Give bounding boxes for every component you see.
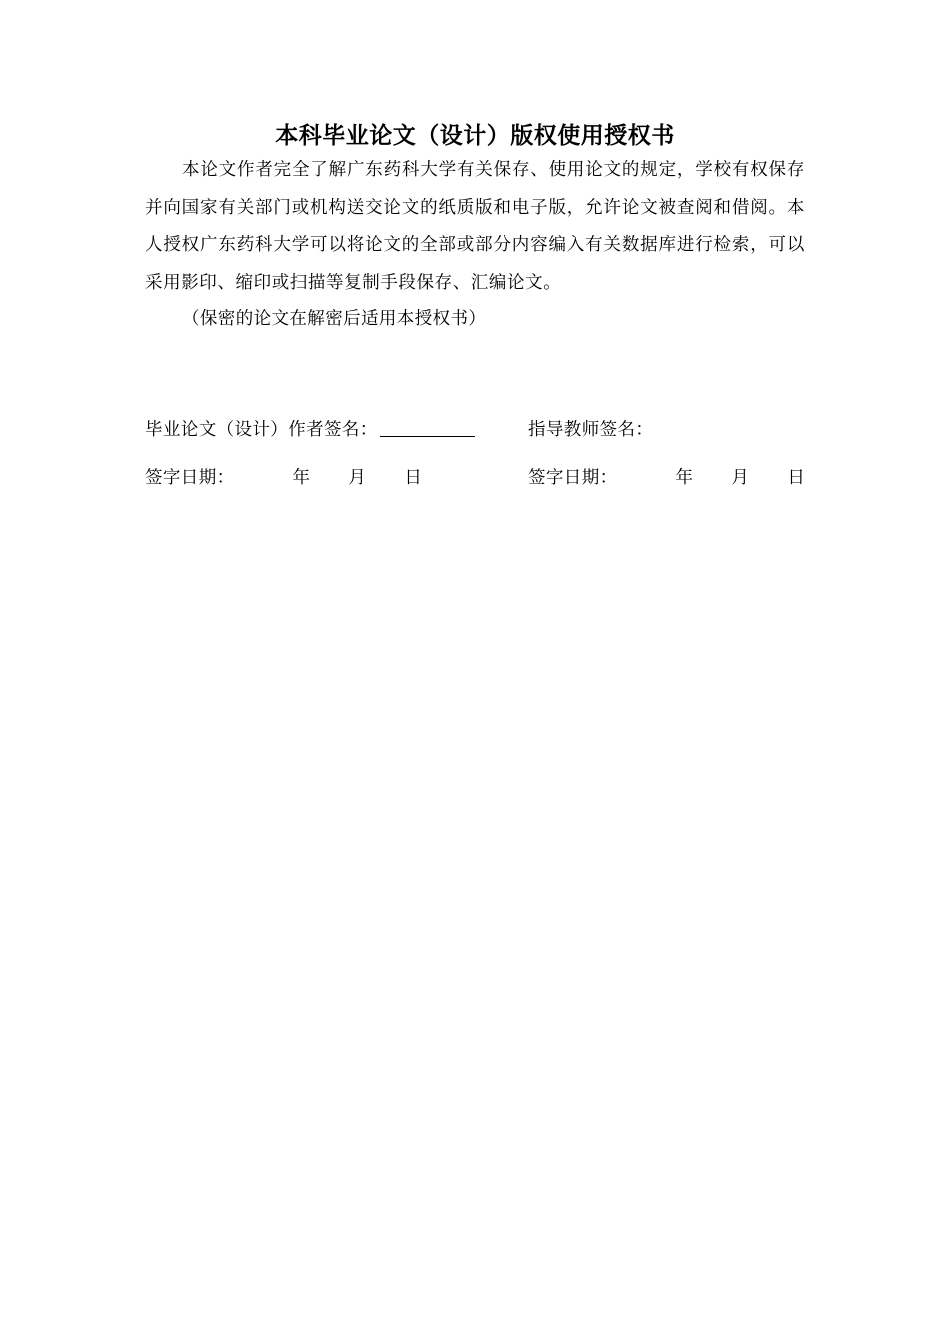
advisor-date-day: 日: [787, 468, 806, 488]
author-date-row: [145, 463, 422, 493]
author-date-month: 月: [348, 468, 367, 488]
author-signature-line[interactable]: [380, 416, 475, 437]
author-signature-label: 毕业论文（设计）作者签名：: [145, 420, 378, 440]
author-date-year: 年: [292, 468, 311, 488]
author-date-day: 日: [404, 468, 423, 488]
authorization-paragraph: 本论文作者完全了解广东药科大学有关保存、使用论文的规定，学校有权保存并向国家有关部门或机构送交论文的纸质版和电子版，允许论文被查阅和借阅。本人授权广东药科大学可以将论文的全部或部分内容编入有关数据库进行检索，可以采用影印、缩印或扫描等复制手段保存、汇编论文。: [145, 160, 805, 293]
advisor-signature-row: [528, 415, 653, 445]
confidential-note: （保密的论文在解密后适用本授权书）: [182, 309, 487, 329]
advisor-date-row: [528, 463, 805, 493]
advisor-signature-label: 指导教师签名：: [528, 420, 654, 440]
advisor-date-month: 月: [731, 468, 750, 488]
document-title: 本科毕业论文（设计）版权使用授权书: [275, 123, 675, 149]
advisor-date-year: 年: [675, 468, 694, 488]
author-date-label: 签字日期：: [145, 468, 235, 488]
advisor-date-label: 签字日期：: [528, 468, 618, 488]
author-signature-row: [145, 415, 475, 445]
